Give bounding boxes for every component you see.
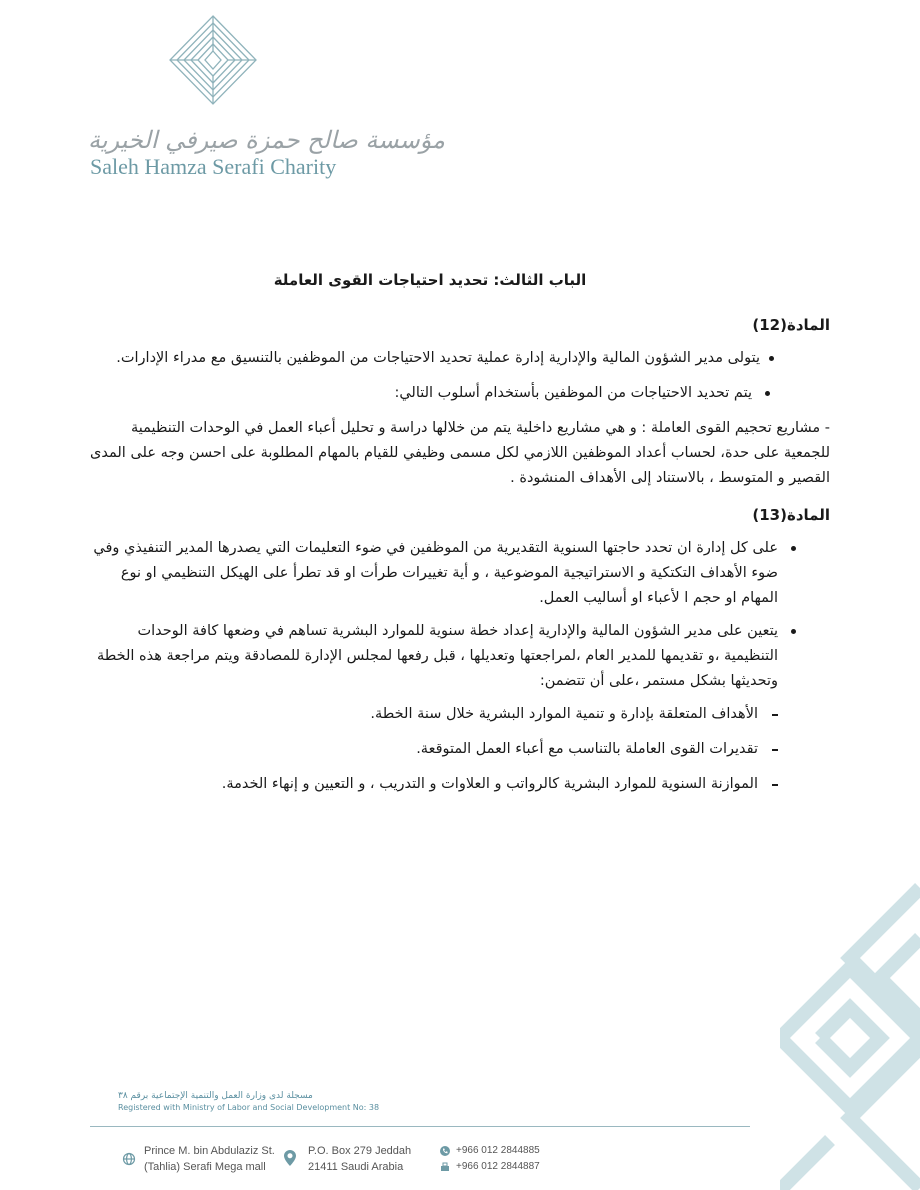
article-13 (90, 503, 830, 797)
list-item: يتولى مدير الشؤون المالية والإدارية إدارة عملية تحديد الاحتياجات من الموظفين بالتنسيق مع مدراء الإدارات. (90, 346, 830, 371)
footer-pobox: P.O. Box 279 Jeddah 21411 Saudi Arabia (308, 1145, 412, 1173)
dash-icon (772, 749, 778, 751)
list-item: الأهداف المتعلقة بإدارة و تنمية الموارد البشرية خلال سنة الخطة. (90, 702, 830, 727)
phone-icon (440, 1146, 450, 1156)
footer-divider (90, 1126, 750, 1127)
globe-icon (122, 1152, 136, 1166)
article-12 (90, 313, 830, 491)
list-item: يتعين على مدير الشؤون المالية والإدارية إعداد خطة سنوية للموارد البشرية تساهم في وضعها كافة الوحدات التنظيمية ،و تقديمها للمدير العام ،لمراجعتها وتعديلها ، قبل رفعها لمجلس الإدارة للمصادقة ويتم مراجعة هذه الخطة وتحديثها بشكل مستمر ،على أن تتضمن: (90, 619, 830, 694)
location-pin-icon (284, 1150, 296, 1166)
bullet-icon (791, 546, 796, 551)
bullet-icon (791, 629, 796, 634)
logo-emblem-icon (168, 14, 258, 106)
article-12-title: المادة(12) (752, 316, 830, 334)
article-12-paragraph: - مشاريع تحجيم القوى العاملة : و هي مشاريع داخلية يتم من خلالها دراسة و تحليل أعباء العمل في الوحدات التنظيمية للجمعية على حدة، لحساب أعداد الموظفين اللازمي لكل مسمى وظيفي للقيام بالمهام المطلوبة على احسن وجه على المدى القصير و المتوسط ، بالاستناد إلى الأهداف المنشودة . (90, 420, 830, 486)
list-item: الموازنة السنوية للموارد البشرية كالرواتب و العلاوات و التدريب ، و التعيين و إنهاء الخدمة. (90, 772, 830, 797)
decorative-pattern-icon (780, 878, 920, 1190)
fax-icon (440, 1162, 450, 1172)
bullet-icon (765, 391, 770, 396)
fax-number: +966 012 2844887 (456, 1161, 540, 1172)
footer-contact (456, 1143, 540, 1175)
article-13-title: المادة(13) (752, 506, 830, 524)
document-body (90, 268, 830, 807)
chapter-title: الباب الثالث: تحديد احتياجات القوى العاملة (273, 271, 587, 289)
list-item: يتم تحديد الاحتياجات من الموظفين بأستخدام أسلوب التالي: (90, 381, 830, 406)
footer-address: Prince M. bin Abdulaziz St. (Tahlia) Serafi Mega mall (144, 1145, 275, 1173)
phone-number: +966 012 2844885 (456, 1145, 540, 1156)
article-13-bullets (90, 536, 830, 694)
bullet-icon (769, 356, 774, 361)
registration-note (118, 1091, 379, 1113)
list-item: تقديرات القوى العاملة بالتناسب مع أعباء العمل المتوقعة. (90, 737, 830, 762)
registration-arabic: مسجلة لدى وزارة العمل والتنمية الإجتماعية برقم ٣٨ (118, 1091, 313, 1101)
article-12-bullets (90, 346, 830, 406)
logo (88, 14, 446, 184)
dash-icon (772, 714, 778, 716)
registration-english: Registered with Ministry of Labor and Social Development No: 38 (118, 1103, 380, 1112)
logo-arabic-name: مؤسسة صالح حمزة صيرفي الخيرية (88, 126, 446, 154)
list-item: على كل إدارة ان تحدد حاجتها السنوية التقديرية من الموظفين في ضوء التعليمات التي يصدرها المدير التنفيذي وفي ضوء الأهداف التكتكية و الاستراتيجية الموضوعية ، و أية تغييرات طرأت او قد تطرأ على الهيكل التنظيمي او نوع المهام او حجم ا لأعباء او أساليب العمل. (90, 536, 830, 611)
dash-icon (772, 784, 778, 786)
logo-english-name: Saleh Hamza Serafi Charity (90, 154, 337, 179)
article-13-sub-items (90, 702, 830, 797)
